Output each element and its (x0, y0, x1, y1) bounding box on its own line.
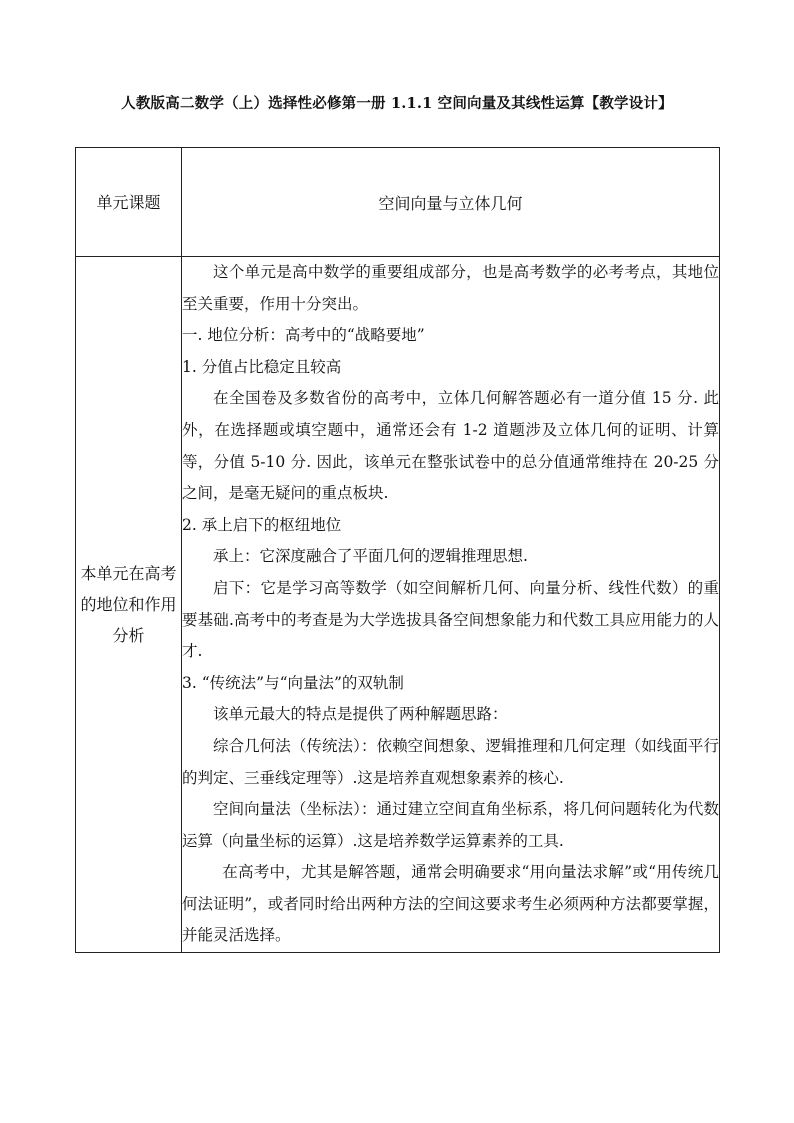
unit-topic-value: 空间向量与立体几何 (182, 148, 720, 257)
heading-position-analysis: 一. 地位分析：高考中的“战略要地” (182, 326, 425, 345)
analysis-content (182, 257, 720, 953)
subheading-pivot-role: 2. 承上启下的枢纽地位 (182, 515, 342, 534)
subheading-score-share: 1. 分值占比稳定且较高 (182, 357, 342, 376)
lesson-design-table (75, 147, 720, 953)
paragraph-score-share: 在全国卷及多数省份的高考中，立体几何解答题必有一道分值 15 分. 此外，在选择题或填空题中，通常还会有 1-2 道题涉及立体几何的证明、计算等，分值 5-10 分. 因此，该单元在整张试卷中的总分值通常维持在 20-25 分之间，是毫无疑问的重点板块. (182, 389, 719, 503)
subheading-dual-track: 3. “传统法”与“向量法”的双轨制 (182, 673, 404, 692)
unit-topic-label: 单元课题 (76, 148, 182, 257)
paragraph-exam-requirement: 在高考中，尤其是解答题，通常会明确要求“用向量法求解”或“用传统几何法证明”，或者同时给出两种方法的空间这要求考生必须两种方法都要掌握，并能灵活选择。 (182, 863, 719, 945)
paragraph-prepare: 启下：它是学习高等数学（如空间解析几何、向量分析、线性代数）的重要基础.高考中的考查是为大学选拔具备空间想象能力和代数工具应用能力的人才. (182, 578, 719, 661)
paragraph-traditional-method: 综合几何法（传统法）：依赖空间想象、逻辑推理和几何定理（如线面平行的判定、三垂线定理等）.这是培养直观想象素养的核心. (182, 736, 719, 787)
table-row-analysis (76, 257, 720, 953)
table-row-unit-topic (76, 148, 720, 257)
analysis-label: 本单元在高考的地位和作用分析 (76, 257, 182, 953)
paragraph-inherit: 承上：它深度融合了平面几何的逻辑推理思想. (213, 547, 528, 566)
paragraph-two-methods: 该单元最大的特点是提供了两种解题思路： (213, 705, 508, 724)
paragraph-intro: 这个单元是高中数学的重要组成部分，也是高考数学的必考考点，其地位至关重要，作用十分突出。 (182, 263, 719, 313)
document-title: 人教版高二数学（上）选择性必修第一册 1.1.1 空间向量及其线性运算【教学设计】 (121, 95, 673, 112)
paragraph-vector-method: 空间向量法（坐标法）：通过建立空间直角坐标系，将几何问题转化为代数运算（向量坐标的运算）.这是培养数学运算素养的工具. (182, 800, 719, 850)
